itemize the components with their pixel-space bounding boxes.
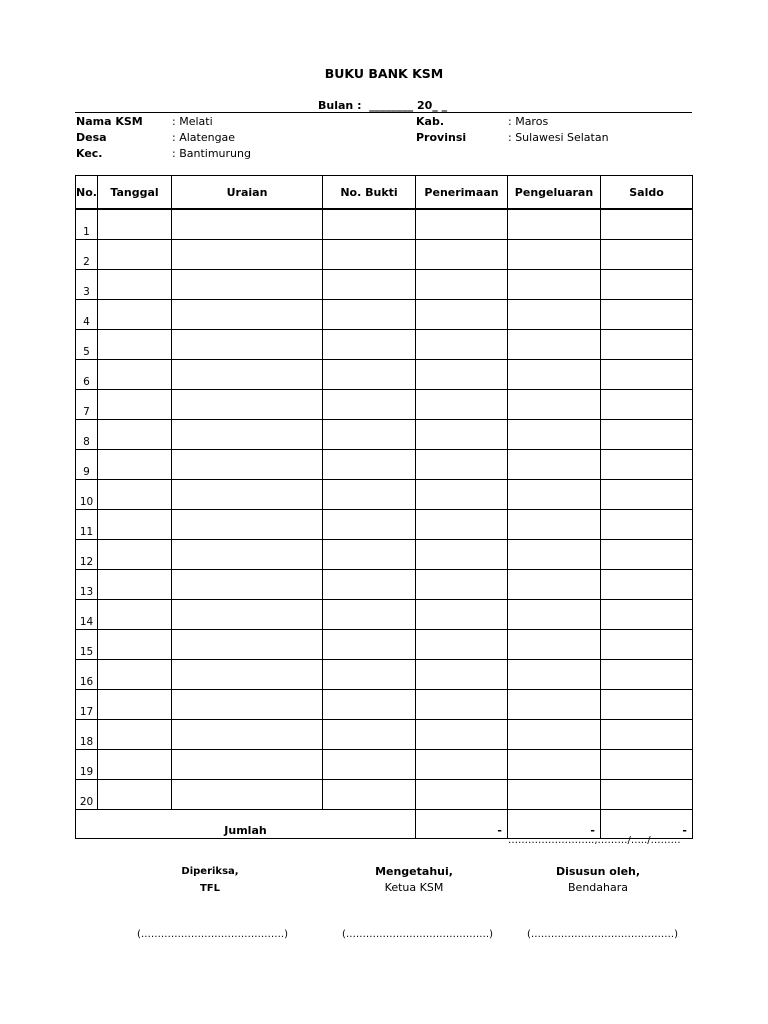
row-uraian bbox=[172, 660, 323, 690]
table-row bbox=[76, 240, 693, 270]
col-header-pengeluaran: Pengeluaran bbox=[508, 176, 601, 210]
row-no: 2 bbox=[76, 240, 98, 270]
row-penerimaan bbox=[416, 300, 508, 330]
row-saldo bbox=[601, 510, 693, 540]
col-header-tanggal: Tanggal bbox=[98, 176, 172, 210]
row-penerimaan bbox=[416, 540, 508, 570]
total-saldo: - bbox=[601, 810, 693, 839]
row-pengeluaran bbox=[508, 300, 601, 330]
row-tanggal bbox=[98, 510, 172, 540]
row-penerimaan bbox=[416, 600, 508, 630]
row-penerimaan bbox=[416, 660, 508, 690]
nama-ksm-label: Nama KSM bbox=[76, 115, 143, 128]
kab-label: Kab. bbox=[416, 115, 444, 128]
tfl-label: TFL bbox=[199, 883, 221, 894]
row-pengeluaran bbox=[508, 750, 601, 780]
row-uraian bbox=[172, 720, 323, 750]
bendahara-label: Bendahara bbox=[568, 881, 628, 894]
row-penerimaan bbox=[416, 690, 508, 720]
row-pengeluaran bbox=[508, 209, 601, 240]
row-no: 14 bbox=[76, 600, 98, 630]
table-row bbox=[76, 570, 693, 600]
row-uraian bbox=[172, 240, 323, 270]
row-saldo bbox=[601, 630, 693, 660]
row-no-bukti bbox=[323, 540, 416, 570]
table-row bbox=[76, 330, 693, 360]
row-saldo bbox=[601, 300, 693, 330]
row-uraian bbox=[172, 600, 323, 630]
row-tanggal bbox=[98, 209, 172, 240]
row-uraian bbox=[172, 209, 323, 240]
row-tanggal bbox=[98, 660, 172, 690]
col-header-penerimaan: Penerimaan bbox=[416, 176, 508, 210]
row-pengeluaran bbox=[508, 720, 601, 750]
col-header-saldo: Saldo bbox=[601, 176, 693, 210]
row-no-bukti bbox=[323, 510, 416, 540]
row-pengeluaran bbox=[508, 630, 601, 660]
document-title: BUKU BANK KSM bbox=[324, 66, 444, 81]
row-uraian bbox=[172, 270, 323, 300]
total-penerimaan: - bbox=[416, 810, 508, 839]
row-penerimaan bbox=[416, 330, 508, 360]
ketua-ksm-label: Ketua KSM bbox=[384, 881, 444, 894]
row-pengeluaran bbox=[508, 660, 601, 690]
row-pengeluaran bbox=[508, 690, 601, 720]
row-penerimaan bbox=[416, 209, 508, 240]
row-no: 16 bbox=[76, 660, 98, 690]
table-row bbox=[76, 450, 693, 480]
row-uraian bbox=[172, 450, 323, 480]
row-no: 6 bbox=[76, 360, 98, 390]
row-saldo bbox=[601, 390, 693, 420]
row-pengeluaran bbox=[508, 360, 601, 390]
row-uraian bbox=[172, 420, 323, 450]
row-penerimaan bbox=[416, 450, 508, 480]
col-header-uraian: Uraian bbox=[172, 176, 323, 210]
row-uraian bbox=[172, 480, 323, 510]
row-no: 9 bbox=[76, 450, 98, 480]
table-row bbox=[76, 420, 693, 450]
row-penerimaan bbox=[416, 390, 508, 420]
row-no-bukti bbox=[323, 750, 416, 780]
row-uraian bbox=[172, 780, 323, 810]
row-tanggal bbox=[98, 600, 172, 630]
row-saldo bbox=[601, 330, 693, 360]
row-uraian bbox=[172, 300, 323, 330]
row-uraian bbox=[172, 360, 323, 390]
row-no-bukti bbox=[323, 780, 416, 810]
row-pengeluaran bbox=[508, 510, 601, 540]
table-row bbox=[76, 540, 693, 570]
table-row bbox=[76, 270, 693, 300]
row-penerimaan bbox=[416, 240, 508, 270]
row-saldo bbox=[601, 690, 693, 720]
row-saldo bbox=[601, 360, 693, 390]
row-no-bukti bbox=[323, 420, 416, 450]
row-uraian bbox=[172, 330, 323, 360]
row-tanggal bbox=[98, 450, 172, 480]
mengetahui-label: Mengetahui, bbox=[375, 865, 453, 878]
kab-value: : Maros bbox=[508, 115, 549, 128]
kec-value: : Bantimurung bbox=[172, 147, 251, 160]
desa-label: Desa bbox=[76, 131, 107, 144]
row-saldo bbox=[601, 270, 693, 300]
row-tanggal bbox=[98, 480, 172, 510]
row-penerimaan bbox=[416, 720, 508, 750]
row-no: 17 bbox=[76, 690, 98, 720]
row-no-bukti bbox=[323, 600, 416, 630]
row-penerimaan bbox=[416, 630, 508, 660]
row-saldo bbox=[601, 570, 693, 600]
row-tanggal bbox=[98, 780, 172, 810]
row-no: 4 bbox=[76, 300, 98, 330]
provinsi-value: : Sulawesi Selatan bbox=[508, 131, 609, 144]
row-no-bukti bbox=[323, 270, 416, 300]
row-tanggal bbox=[98, 750, 172, 780]
row-tanggal bbox=[98, 630, 172, 660]
table-row bbox=[76, 750, 693, 780]
row-no-bukti bbox=[323, 720, 416, 750]
row-penerimaan bbox=[416, 360, 508, 390]
row-penerimaan bbox=[416, 780, 508, 810]
row-no: 8 bbox=[76, 420, 98, 450]
table-row bbox=[76, 360, 693, 390]
row-tanggal bbox=[98, 570, 172, 600]
signature-blank-diperiksa: (…………………………………….) bbox=[137, 929, 288, 940]
table-header-row bbox=[76, 176, 693, 210]
table-row bbox=[76, 390, 693, 420]
table-row bbox=[76, 300, 693, 330]
date-line: ……………………..,………/…../……… bbox=[508, 835, 681, 846]
row-no: 11 bbox=[76, 510, 98, 540]
row-pengeluaran bbox=[508, 480, 601, 510]
row-no-bukti bbox=[323, 330, 416, 360]
row-saldo bbox=[601, 240, 693, 270]
row-tanggal bbox=[98, 360, 172, 390]
row-pengeluaran bbox=[508, 540, 601, 570]
total-pengeluaran: - bbox=[508, 810, 601, 839]
row-saldo bbox=[601, 750, 693, 780]
row-tanggal bbox=[98, 270, 172, 300]
table-row bbox=[76, 600, 693, 630]
row-saldo bbox=[601, 540, 693, 570]
row-uraian bbox=[172, 570, 323, 600]
row-pengeluaran bbox=[508, 330, 601, 360]
row-no: 15 bbox=[76, 630, 98, 660]
row-no: 12 bbox=[76, 540, 98, 570]
row-pengeluaran bbox=[508, 240, 601, 270]
row-penerimaan bbox=[416, 480, 508, 510]
row-no: 10 bbox=[76, 480, 98, 510]
row-pengeluaran bbox=[508, 420, 601, 450]
row-saldo bbox=[601, 720, 693, 750]
nama-ksm-value: : Melati bbox=[172, 115, 213, 128]
diperiksa-label: Diperiksa, bbox=[181, 866, 239, 877]
row-no: 19 bbox=[76, 750, 98, 780]
ledger-table bbox=[75, 175, 693, 839]
table-row bbox=[76, 480, 693, 510]
row-uraian bbox=[172, 750, 323, 780]
kec-label: Kec. bbox=[76, 147, 103, 160]
row-saldo bbox=[601, 420, 693, 450]
row-pengeluaran bbox=[508, 270, 601, 300]
row-penerimaan bbox=[416, 420, 508, 450]
row-no-bukti bbox=[323, 570, 416, 600]
desa-value: : Alatengae bbox=[172, 131, 236, 144]
row-tanggal bbox=[98, 720, 172, 750]
row-no: 5 bbox=[76, 330, 98, 360]
row-penerimaan bbox=[416, 750, 508, 780]
row-saldo bbox=[601, 480, 693, 510]
row-no-bukti bbox=[323, 390, 416, 420]
row-tanggal bbox=[98, 300, 172, 330]
row-no: 18 bbox=[76, 720, 98, 750]
row-tanggal bbox=[98, 540, 172, 570]
row-uraian bbox=[172, 390, 323, 420]
row-pengeluaran bbox=[508, 600, 601, 630]
signature-blank-mengetahui: (…………………………………….) bbox=[342, 929, 493, 940]
row-no-bukti bbox=[323, 450, 416, 480]
row-saldo bbox=[601, 660, 693, 690]
row-no-bukti bbox=[323, 480, 416, 510]
row-tanggal bbox=[98, 420, 172, 450]
table-row bbox=[76, 660, 693, 690]
total-label: Jumlah bbox=[76, 810, 416, 839]
table-row bbox=[76, 510, 693, 540]
row-uraian bbox=[172, 540, 323, 570]
row-penerimaan bbox=[416, 570, 508, 600]
row-saldo bbox=[601, 780, 693, 810]
row-pengeluaran bbox=[508, 390, 601, 420]
disusun-label: Disusun oleh, bbox=[555, 865, 641, 878]
bulan-field: Bulan : ________ 20_ _ bbox=[318, 99, 448, 112]
row-saldo bbox=[601, 600, 693, 630]
table-row bbox=[76, 690, 693, 720]
row-no-bukti bbox=[323, 660, 416, 690]
row-no-bukti bbox=[323, 209, 416, 240]
row-penerimaan bbox=[416, 270, 508, 300]
provinsi-label: Provinsi bbox=[416, 131, 467, 144]
row-no: 20 bbox=[76, 780, 98, 810]
col-header-no: No. bbox=[76, 176, 98, 210]
row-saldo bbox=[601, 209, 693, 240]
row-no: 3 bbox=[76, 270, 98, 300]
row-saldo bbox=[601, 450, 693, 480]
row-no-bukti bbox=[323, 300, 416, 330]
row-pengeluaran bbox=[508, 450, 601, 480]
table-row bbox=[76, 630, 693, 660]
row-no-bukti bbox=[323, 360, 416, 390]
row-no: 7 bbox=[76, 390, 98, 420]
row-no: 1 bbox=[76, 209, 98, 240]
header-rule bbox=[75, 112, 692, 113]
table-row bbox=[76, 209, 693, 240]
row-no-bukti bbox=[323, 690, 416, 720]
row-pengeluaran bbox=[508, 570, 601, 600]
row-uraian bbox=[172, 510, 323, 540]
row-pengeluaran bbox=[508, 780, 601, 810]
row-tanggal bbox=[98, 690, 172, 720]
row-no: 13 bbox=[76, 570, 98, 600]
row-no-bukti bbox=[323, 630, 416, 660]
row-penerimaan bbox=[416, 510, 508, 540]
row-uraian bbox=[172, 630, 323, 660]
row-no-bukti bbox=[323, 240, 416, 270]
table-row bbox=[76, 720, 693, 750]
col-header-no-bukti: No. Bukti bbox=[323, 176, 416, 210]
signature-blank-disusun: (…………………………………….) bbox=[527, 929, 678, 940]
row-uraian bbox=[172, 690, 323, 720]
row-tanggal bbox=[98, 390, 172, 420]
table-row bbox=[76, 780, 693, 810]
row-tanggal bbox=[98, 240, 172, 270]
row-tanggal bbox=[98, 330, 172, 360]
